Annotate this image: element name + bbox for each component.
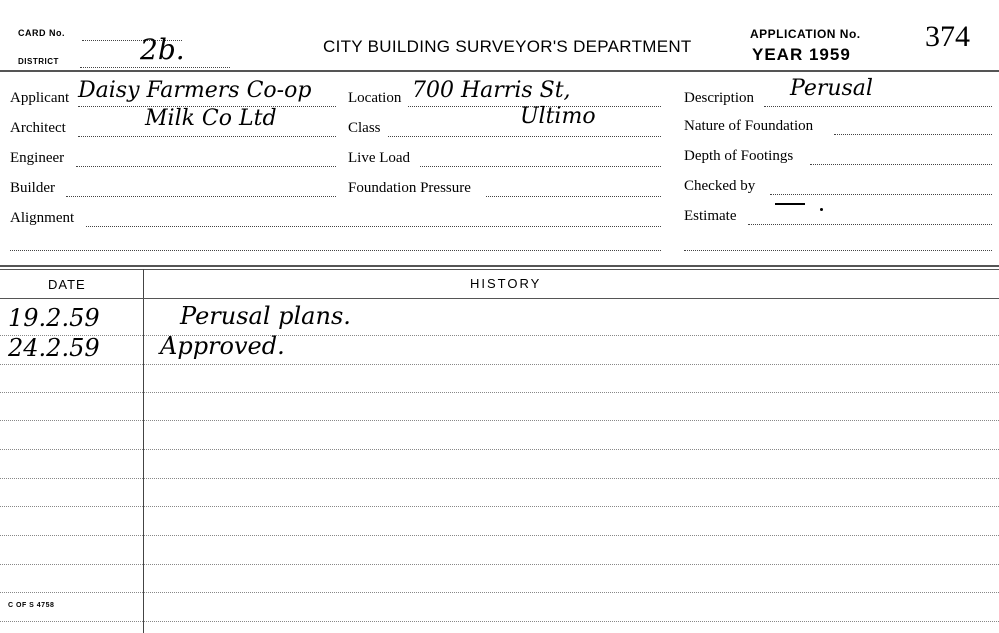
district-value: 2b.: [140, 33, 185, 66]
estimate-line: [748, 224, 992, 225]
location-value: 700 Harris St,: [412, 78, 571, 103]
live-load-label: Live Load: [348, 150, 411, 166]
card-no-label: CARD No.: [18, 28, 65, 38]
history-top-rule: [0, 265, 999, 267]
history-rule: [0, 449, 999, 450]
history-header: HISTORY: [470, 276, 542, 291]
history-top-rule-2: [0, 269, 999, 270]
architect-value: Milk Co Ltd: [145, 106, 277, 131]
foundation-pressure-label: Foundation Pressure: [348, 180, 471, 196]
history-rule: [0, 335, 999, 336]
year-label: YEAR 1959: [752, 45, 851, 64]
history-rule: [0, 564, 999, 565]
department-title: CITY BUILDING SURVEYOR'S DEPARTMENT: [323, 37, 692, 56]
history-rule: [0, 478, 999, 479]
history-text-1: Perusal plans.: [180, 302, 351, 330]
form-code: C OF S 4758: [8, 602, 55, 609]
nature-of-foundation-line: [834, 134, 992, 135]
builder-line: [66, 196, 336, 197]
engineer-label: Engineer: [10, 150, 65, 166]
estimate-line-2: [684, 250, 992, 251]
class-line: [388, 136, 661, 137]
class-value: Ultimo: [520, 104, 596, 129]
estimate-label: Estimate: [684, 208, 737, 224]
history-rule: [0, 364, 999, 365]
history-rule: [0, 506, 999, 507]
history-date-1: 19.2.59: [8, 304, 100, 332]
location-label: Location: [348, 90, 402, 106]
history-text-2: Approved.: [160, 332, 285, 360]
architect-label: Architect: [10, 120, 66, 136]
nature-of-foundation-label: Nature of Foundation: [684, 118, 814, 134]
architect-line: [78, 136, 336, 137]
depth-of-footings-line: [810, 164, 992, 165]
alignment-line: [86, 226, 661, 227]
alignment-label: Alignment: [10, 210, 75, 226]
alignment-line-2: [10, 250, 661, 251]
checked-by-label: Checked by: [684, 178, 756, 194]
history-header-rule: [0, 298, 999, 299]
applicant-label: Applicant: [10, 90, 70, 106]
live-load-line: [420, 166, 661, 167]
estimate-dot: [820, 208, 823, 211]
date-header: DATE: [48, 277, 86, 292]
application-label: APPLICATION No.: [750, 27, 861, 41]
applicant-value: Daisy Farmers Co-op: [78, 78, 312, 103]
engineer-line: [76, 166, 336, 167]
header-divider: [0, 70, 999, 72]
history-rule: [0, 621, 999, 622]
application-number: 374: [925, 20, 970, 53]
builder-label: Builder: [10, 180, 55, 196]
history-rule: [0, 592, 999, 593]
foundation-pressure-line: [486, 196, 661, 197]
estimate-dash: [775, 203, 805, 205]
checked-by-line: [770, 194, 992, 195]
description-label: Description: [684, 90, 754, 106]
class-label: Class: [348, 120, 381, 136]
date-column-divider: [143, 269, 144, 633]
history-date-2: 24.2.59: [8, 334, 100, 362]
history-rule: [0, 392, 999, 393]
description-value: Perusal: [790, 76, 873, 101]
depth-of-footings-label: Depth of Footings: [684, 148, 794, 164]
history-rule: [0, 420, 999, 421]
district-label: DISTRICT: [18, 57, 59, 66]
history-rule: [0, 535, 999, 536]
description-line: [764, 106, 992, 107]
district-line: [80, 67, 230, 68]
